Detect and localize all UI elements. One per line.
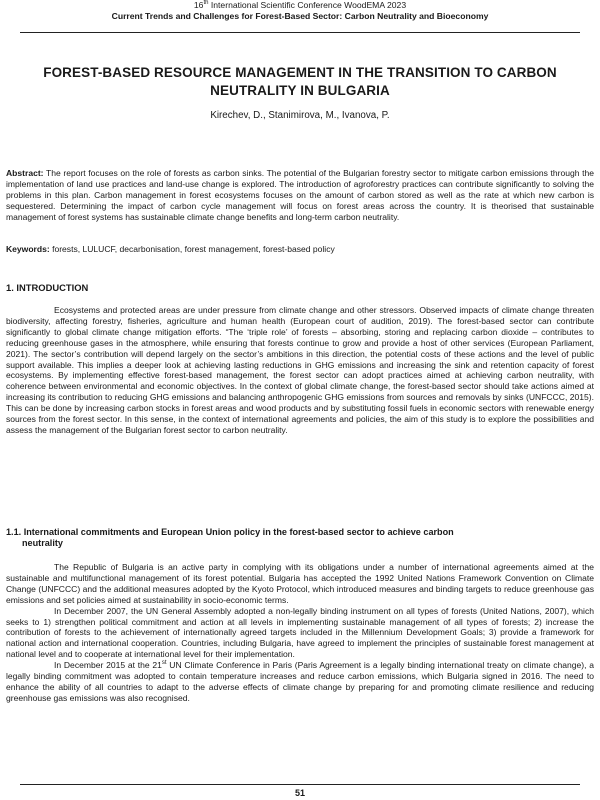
conference-number: 16 [193,0,204,10]
conference-name-line [20,0,580,11]
keywords-text: forests, LULUCF, decarbonisation, forest management, forest-based policy [52,244,335,254]
page-number: 51 [294,788,305,798]
paragraph: In December 2007, the UN General Assembly adopted a non-legally binding instrument on all types of forests (United Nations, 2007), which seeks to 1) strengthen political commitment and action at all levels in implementing sustainable management of all types of forests; 2) increase the contribution of forests to the achievement of internationally agreed targets included in the Millennium Development Goals; 3) provide a framework for national action and international cooperation. Countries, including Bulgaria, have agreed to implement the principles of sustainable forest management at national level and to cooperate at international level for their implementation. [6,605,594,660]
footer-divider [20,784,580,785]
abstract-text: The report focuses on the role of forests as carbon sinks. The potential of the Bulgarian forestry sector to mitigate carbon emissions through the implementation of land use practices and land-use change is explored. The introduction of agroforestry practices can contribute significantly to solving the problems in this plan. Carbon management in forest ecosystems focuses on the amount of carbon stored as well as the rate at which new carbon is sequestered. Determining the impact of carbon cycle management will focus on forest areas across the country. It is theorised that sustainable management of forest systems has sustainable climate change benefits and long-term carbon neutrality. [6,168,594,222]
paragraph-text-start: In December 2015 at the 21 [54,660,162,671]
abstract-label: Abstract: [6,168,44,178]
subsection-heading-line1: 1.1. International commitments and European Union policy in the forest-based sector to achieve carbon [6,527,454,537]
subsection-body [6,562,594,704]
paragraph [6,660,594,704]
conference-name: International Scientific Conference WoodEMA 2023 [210,0,407,10]
authors: Kirechev, D., Stanimirova, M., Ivanova, P. [210,110,390,121]
conference-subtitle: Current Trends and Challenges for Forest-Based Sector: Carbon Neutrality and Bioeconomy [111,11,489,21]
introduction-paragraph: Ecosystems and protected areas are under pressure from climate change and other stressors. Observed impacts of climate change threaten biodiversity, affecting forestry, fisheries, agriculture and human health (European court of audition, 2019). The forest-based sector can contribute significantly to global climate change mitigation efforts. “The ‘triple role’ of forests – absorbing, storing and replacing carbon dioxide – contributes to reducing greenhouse gases in the atmosphere, while ensuring that forests continue to grow and provide a host of other services (European Parliament, 2021). The sector’s contribution will depend largely on the sector’s ambitions in this direction, the potential costs of these actions and the level of public support available. This implies a deeper look at achieving lasting reductions in GHG emissions and increasing the sink and retention capacity of forest ecosystems. By implementing effective forest-based management, the forest sector can adopt practices aimed at achieving carbon neutrality, with coherence between environmental and economic objectives. In the context of global climate change, the forest-based sector should take actions aimed at increasing its contribution to reducing GHG emissions and balancing anthropogenic GHG emissions from sources and removals by sinks (UNFCCC, 2015). This can be done by increasing carbon stocks in forest areas and wood products and by substituting fossil fuels in economic sectors with renewable energy sources from the forest sector. In this sense, in the context of international agreements and policies, the aim of this study is to explore the possibilities and assess the management of the Bulgarian forest sector to carbon neutrality. [6,305,594,435]
paragraph-text-end: UN Climate Conference in Paris (Paris Agreement is a legally binding international treaty on climate change), a legally binding commitment was adopted to contain temperature increases and reduce carbon emissions, which Bulgaria signed in 2016. The need to enhance the ability of all countries to adapt to the adverse effects of climate change by preparing for and promoting climate resilience and reducing greenhouse gas emissions was also recognised. [6,660,594,703]
conference-number-suffix: th [203,0,209,7]
ordinal-suffix: st [161,660,167,667]
paragraph: The Republic of Bulgaria is an active party in complying with its obligations under a number of international agreements aimed at the sustainable and multifunctional management of its forest potential. Bulgaria has accepted the 1992 United Nations Framework Convention on Climate Change (UNFCCC) and the additional measures adopted by the Kyoto Protocol, which introduced measures and binding targets to reduce greenhouse gas emissions and set policies aimed at sustainability in socio-economic terms. [6,562,594,605]
subsection-heading [6,527,594,549]
keywords-label: Keywords: [6,244,50,254]
abstract [6,168,594,223]
running-header [20,0,580,33]
section-heading-introduction: 1. INTRODUCTION [6,282,89,293]
subsection-heading-line2: neutrality [22,538,63,548]
keywords [6,244,594,255]
paper-title: FOREST-BASED RESOURCE MANAGEMENT IN THE TRANSITION TO CARBON NEUTRALITY IN BULGARIA [43,65,557,98]
